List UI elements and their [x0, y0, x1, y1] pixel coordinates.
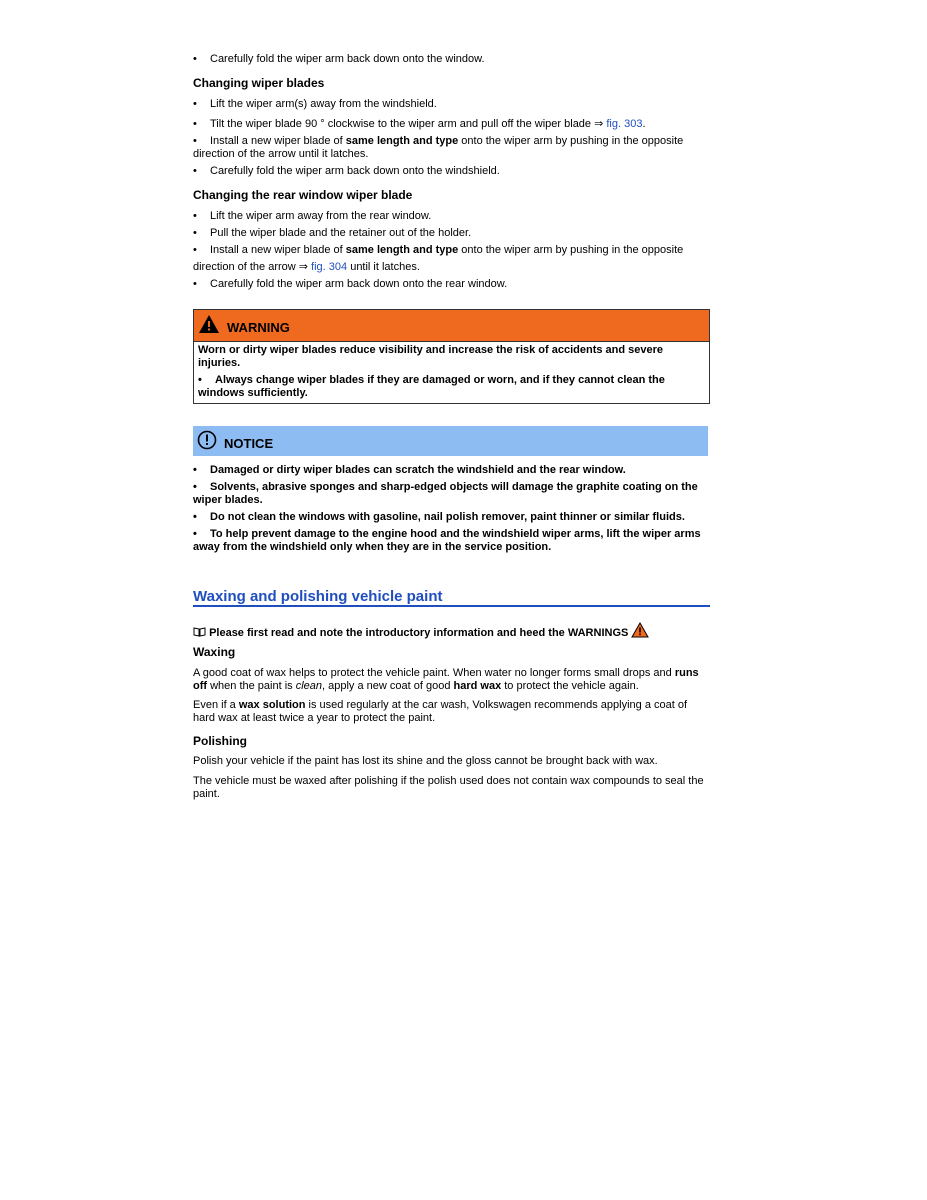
list-item: • Tilt the wiper blade 90 ° clockwise to the wiper arm and pull off the wiper blade ⇒ fig. 303. [193, 118, 646, 130]
subsection-heading: Waxing [193, 645, 236, 659]
fig-link[interactable]: fig. 303 [606, 118, 643, 130]
warning-triangle-icon [631, 622, 649, 638]
warning-box [193, 309, 710, 404]
paragraph: Even if a wax solution is used regularly at the car wash, Volkswagen recommends applying a coat of hard wax at least twice a year to protect the paint. [193, 699, 688, 724]
notice-title: NOTICE [224, 436, 274, 451]
warning-text: Worn or dirty wiper blades reduce visibility and increase the risk of accidents and severe injuries. [198, 344, 664, 369]
list-item: • Install a new wiper blade of same length and type onto the wiper arm by pushing in the opposite direction of the arrow until it latches. [193, 135, 684, 160]
subsection-heading: Polishing [193, 734, 247, 748]
notice-item: • Do not clean the windows with gasoline, nail polish remover, paint thinner or similar fluids. [193, 511, 685, 523]
notice-item: • To help prevent damage to the engine hood and the windshield wiper arms, lift the wiper arms away from the windshield only when they are in the service position. [193, 528, 701, 553]
paragraph: Polish your vehicle if the paint has lost its shine and the gloss cannot be brought back with wax. [193, 755, 658, 767]
notice-item: • Solvents, abrasive sponges and sharp-edged objects will damage the graphite coating on the wiper blades. [193, 481, 698, 506]
notice-header [193, 426, 708, 456]
paragraph: The vehicle must be waxed after polishing if the polish used does not contain wax compounds to seal the paint. [193, 775, 704, 800]
section-heading: Changing wiper blades [193, 76, 325, 90]
warning-bullet: • Always change wiper blades if they are damaged or worn, and if they cannot clean the windows sufficiently. [198, 374, 665, 399]
warning-body [194, 342, 709, 403]
warning-title: WARNING [227, 320, 290, 335]
section-title: Waxing and polishing vehicle paint [193, 590, 710, 607]
notice-exclamation-icon [197, 430, 217, 450]
warning-header [194, 310, 709, 342]
list-item: • Carefully fold the wiper arm back down onto the rear window. [193, 278, 508, 290]
list-item: • Lift the wiper arm away from the rear window. [193, 210, 432, 222]
list-item: • Carefully fold the wiper arm back down onto the windshield. [193, 165, 500, 177]
list-item: • Install a new wiper blade of same length and type onto the wiper arm by pushing in the opposite [193, 244, 684, 256]
warning-triangle-icon [198, 314, 220, 334]
intro-note: Please first read and note the introductory information and heed the WARNINGS [193, 622, 710, 640]
list-item: • Lift the wiper arm(s) away from the windshield. [193, 98, 437, 110]
paragraph: A good coat of wax helps to protect the vehicle paint. When water no longer forms small drops and runs off when the paint is clean, apply a new coat of good hard wax to protect the vehicle again. [193, 667, 699, 692]
section-heading: Changing the rear window wiper blade [193, 188, 413, 202]
fig-link[interactable]: fig. 304 [311, 261, 348, 273]
notice-item: • Damaged or dirty wiper blades can scratch the windshield and the rear window. [193, 464, 626, 476]
list-item: • Pull the wiper blade and the retainer out of the holder. [193, 227, 472, 239]
notice-box [193, 426, 708, 456]
list-item-continuation: direction of the arrow ⇒ fig. 304 until it latches. [193, 261, 420, 273]
list-item: • Carefully fold the wiper arm back down onto the window. [193, 53, 485, 65]
book-icon [193, 626, 206, 637]
